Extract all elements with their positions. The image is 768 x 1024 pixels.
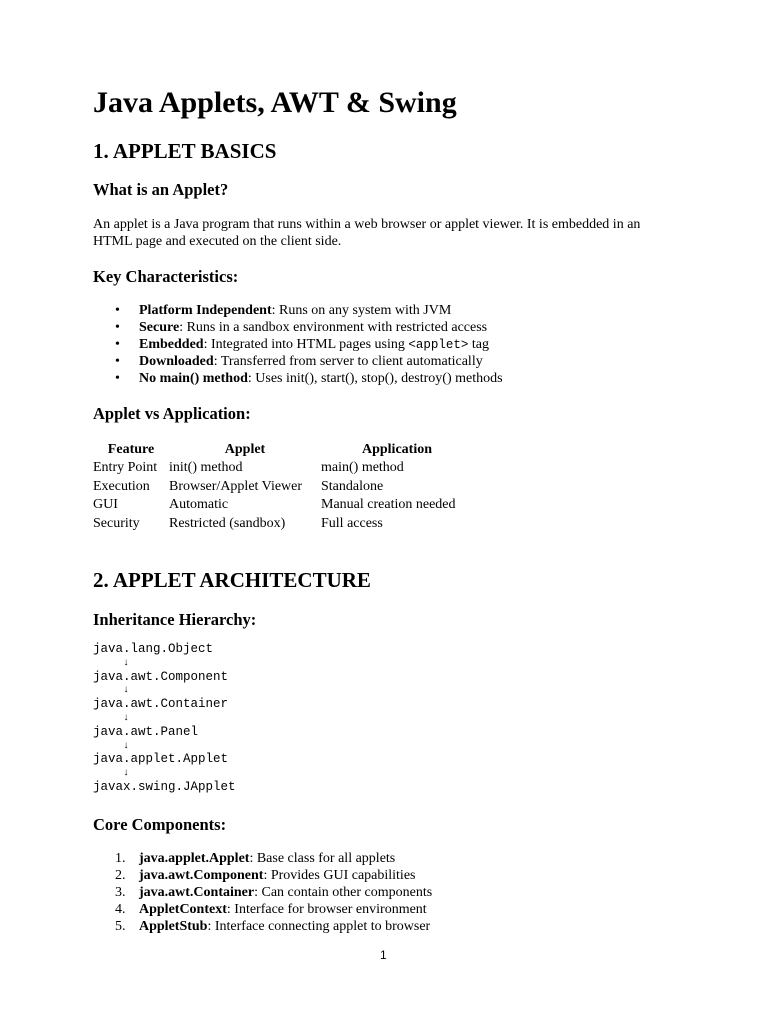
table-cell: Full access [321,515,383,531]
down-arrow-icon: ↓ [123,657,130,669]
applet-vs-application-table [93,440,473,533]
table-row [93,496,473,515]
table-cell: Security [93,515,140,531]
table-row [93,459,473,478]
document-title: Java Applets, AWT & Swing [93,86,457,119]
subheading-what-is-applet: What is an Applet? [93,180,229,199]
table-cell: Entry Point [93,460,158,475]
core-components-list [93,850,432,935]
list-item: 2. java.awt.Component: Provides GUI capabilities [115,868,416,883]
down-arrow-icon: ↓ [123,685,130,697]
table-row [93,478,473,497]
key-characteristics-list [93,302,503,387]
list-item: • Embedded: Integrated into HTML pages using <applet> tag [115,337,489,352]
table-header: Feature [107,442,155,457]
down-arrow-icon: ↓ [123,768,130,780]
list-item: 5. AppletStub: Interface connecting applet to browser [115,919,431,934]
table-header-row [93,440,473,459]
bullet-icon: • [115,354,120,369]
down-arrow-icon: ↓ [123,712,130,724]
bullet-icon: • [115,371,120,386]
table-cell: Execution [93,478,150,494]
bullet-icon: • [115,320,120,335]
table-row [93,515,473,534]
applet-tag-code: <applet> [408,338,469,352]
table-cell: Manual creation needed [321,497,456,512]
table-cell: Restricted (sandbox) [169,515,286,531]
subheading-inheritance-hierarchy: Inheritance Hierarchy: [93,610,257,629]
table-cell: Browser/Applet Viewer [169,478,303,494]
list-item: • No main() method: Uses init(), start(), stop(), destroy() methods [115,371,503,386]
section-heading-applet-architecture: 2. APPLET ARCHITECTURE [93,568,371,592]
hierarchy-class: java.awt.Panel [93,724,199,739]
table-cell: GUI [93,497,118,512]
table-cell: Standalone [321,478,384,494]
list-item: • Downloaded: Transferred from server to client automatically [115,354,483,369]
subheading-key-characteristics: Key Characteristics: [93,267,239,286]
hierarchy-class: java.awt.Component [93,669,229,684]
table-header: Applet [224,442,266,457]
page-number: 1 [380,948,387,962]
list-item: 3. java.awt.Container: Can contain other components [115,885,433,900]
list-item: 4. AppletContext: Interface for browser environment [115,902,427,917]
bullet-icon: • [115,303,120,318]
bullet-icon: • [115,337,120,352]
table-cell: main() method [321,460,404,475]
inheritance-hierarchy-code [93,643,236,795]
down-arrow-icon: ↓ [123,740,130,752]
section-heading-applet-basics: 1. APPLET BASICS [93,139,277,163]
table-cell: init() method [169,460,243,475]
hierarchy-class: java.applet.Applet [93,752,229,767]
hierarchy-class: javax.swing.JApplet [93,779,236,794]
subheading-applet-vs-application: Applet vs Application: [93,404,251,423]
hierarchy-class: java.lang.Object [93,642,214,656]
list-item: • Platform Independent: Runs on any system with JVM [115,303,452,318]
table-header: Application [361,442,432,457]
hierarchy-class: java.awt.Container [93,697,229,712]
subheading-core-components: Core Components: [93,815,227,834]
list-item: 1. java.applet.Applet: Base class for all applets [115,851,396,866]
list-item: • Secure: Runs in a sandbox environment with restricted access [115,320,488,335]
what-is-applet-paragraph: An applet is a Java program that runs within a web browser or applet viewer. It is embedded in an HTML page and executed on the client side. [93,217,641,249]
table-cell: Automatic [169,497,229,512]
